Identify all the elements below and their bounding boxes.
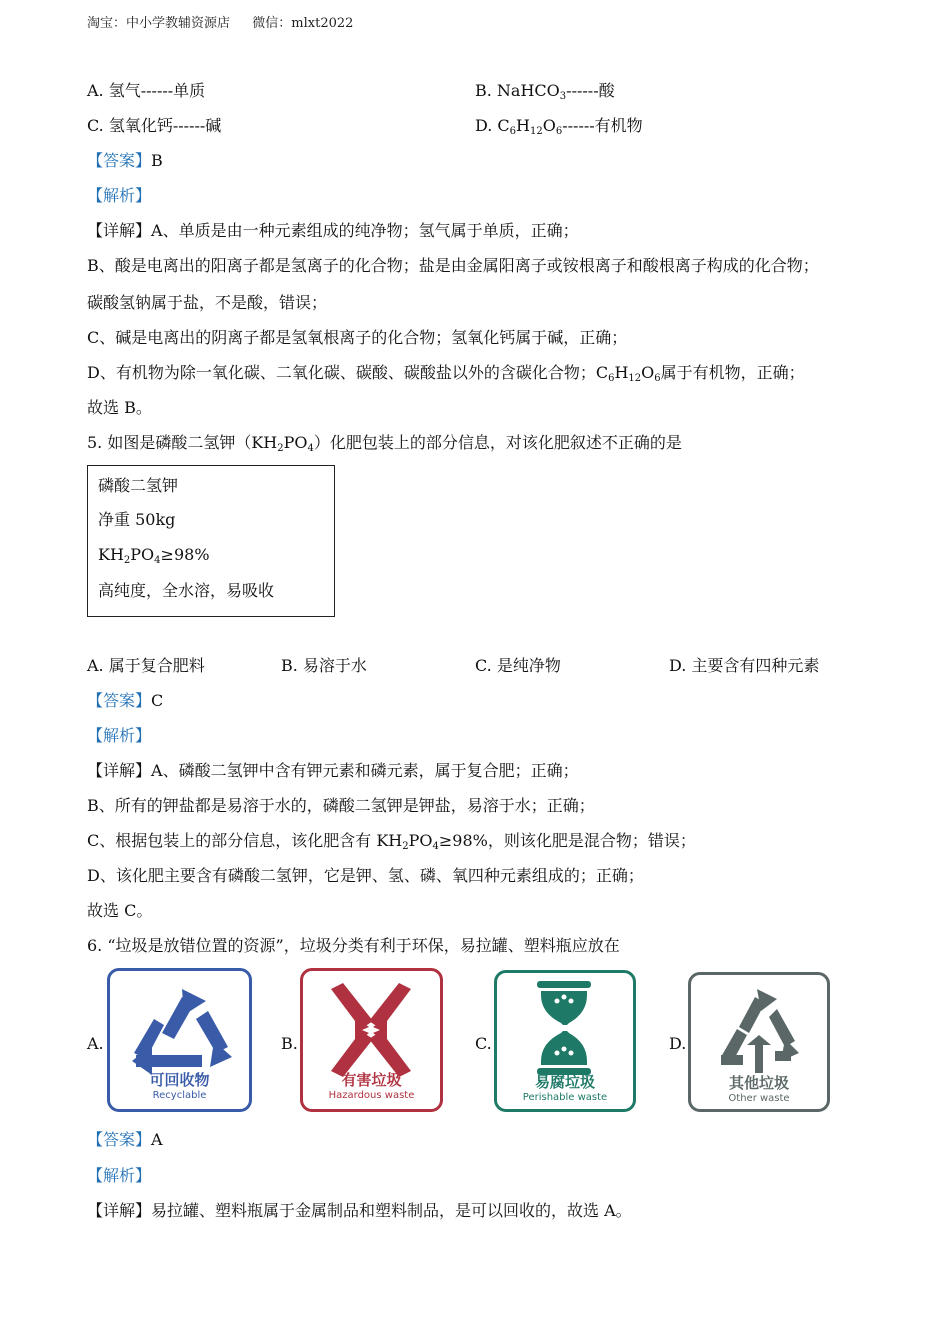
q5-detail-a: 【详解】A、磷酸二氢钾中含有钾元素和磷元素，属于复合肥；正确；: [87, 761, 579, 780]
bin-d-cn-label: 其他垃圾: [728, 1074, 789, 1092]
box-line-purity: $KH_2PO_4\ge 98\%$: [98, 545, 210, 566]
q4-detail-c: C、碱是电离出的阴离子都是氢氧根离子的化合物；氢氧化钙属于碱，正确；: [87, 328, 628, 347]
q6-option-c-letter: C.: [475, 1034, 492, 1053]
q4-detail-b1: B、酸是电离出的阳离子都是氢离子的化合物；盐是由金属阳离子或铵根离子和酸根离子构成的化合物；: [87, 256, 819, 275]
q4-option-a: A. 氢气------单质: [87, 81, 206, 100]
q5-conclusion: 故选 C。: [87, 901, 153, 920]
bin-b-cn-label: 有害垃圾: [341, 1071, 402, 1089]
q5-option-a: A. 属于复合肥料: [87, 656, 205, 675]
q5-analysis-label: 【解析】: [87, 726, 152, 745]
q5-detail-b: B、所有的钾盐都是易溶于水的，磷酸二氢钾是钾盐，易溶于水；正确；: [87, 796, 595, 815]
q5-option-b: B. 易溶于水: [281, 656, 367, 675]
header-shop: 淘宝：中小学教辅资源店: [87, 16, 231, 31]
q6-option-d-letter: D.: [669, 1034, 687, 1053]
box-line-weight: 净重 50kg: [98, 510, 176, 529]
header: [87, 14, 353, 34]
q4-option-c: C. 氢氧化钙------碱: [87, 116, 222, 135]
q4-detail-d: D、有机物为除一氧化碳、二氧化碳、碳酸、碳酸盐以外的含碳化合物；$C_6H_{12}O_6$属于有机物，正确；: [87, 363, 805, 384]
q6-option-b-letter: B.: [281, 1034, 298, 1053]
q4-option-d: D. $C_6H_{12}O_6------$有机物: [475, 116, 643, 137]
bin-a-en-label: Recyclable: [152, 1090, 207, 1101]
recyclable-bin-icon: [107, 968, 252, 1112]
q5-option-d: D. 主要含有四种元素: [669, 656, 820, 675]
q4-conclusion: 故选 B。: [87, 398, 152, 417]
hazardous-bin-icon: [300, 968, 443, 1112]
q6-option-a-letter: A.: [87, 1034, 104, 1053]
bin-b-en-label: Hazardous waste: [328, 1090, 415, 1101]
q6-detail: 【详解】易拉罐、塑料瓶属于金属制品和塑料制品，是可以回收的，故选 A。: [87, 1201, 632, 1220]
q5-option-c: C. 是纯净物: [475, 656, 561, 675]
q4-analysis-label: 【解析】: [87, 186, 152, 205]
q5-detail-c: C、根据包装上的部分信息，该化肥含有 $KH_2PO_4\ge 98\%$，则该化肥是混合物；错误；: [87, 831, 696, 852]
bin-a-cn-label: 可回收物: [149, 1071, 210, 1089]
bin-d-en-label: Other waste: [728, 1093, 790, 1104]
other-waste-bin-icon: [688, 972, 830, 1112]
q5-answer: 【答案】C: [87, 691, 164, 710]
q4-option-b: B. NaHCO$_3$------酸: [475, 81, 615, 102]
header-wechat: 微信：mlxt2022: [252, 16, 354, 31]
q4-detail-b2: 碳酸氢钠属于盐，不是酸，错误；: [87, 293, 328, 312]
q6-answer: 【答案】A: [87, 1130, 163, 1149]
box-line-features: 高纯度，全水溶，易吸收: [98, 581, 275, 600]
q6-stem: 6. “垃圾是放错位置的资源”，垃圾分类有利于环保，易拉罐、塑料瓶应放在: [87, 936, 620, 955]
q6-analysis-label: 【解析】: [87, 1166, 152, 1185]
fertilizer-label-box: [87, 465, 335, 617]
bin-c-en-label: Perishable waste: [522, 1092, 608, 1103]
q5-stem: 5. 如图是磷酸二氢钾$(KH_2PO_4)$化肥包装上的部分信息，对该化肥叙述不正确的是: [87, 433, 682, 454]
box-line-name: 磷酸二氢钾: [98, 476, 179, 495]
perishable-bin-icon: [494, 970, 636, 1112]
q4-answer: 【答案】B: [87, 151, 163, 170]
q5-detail-d: D、该化肥主要含有磷酸二氢钾，它是钾、氢、磷、氧四种元素组成的；正确；: [87, 866, 644, 885]
q4-detail-a: 【详解】A、单质是由一种元素组成的纯净物；氢气属于单质，正确；: [87, 221, 579, 240]
bin-c-cn-label: 易腐垃圾: [534, 1073, 595, 1091]
